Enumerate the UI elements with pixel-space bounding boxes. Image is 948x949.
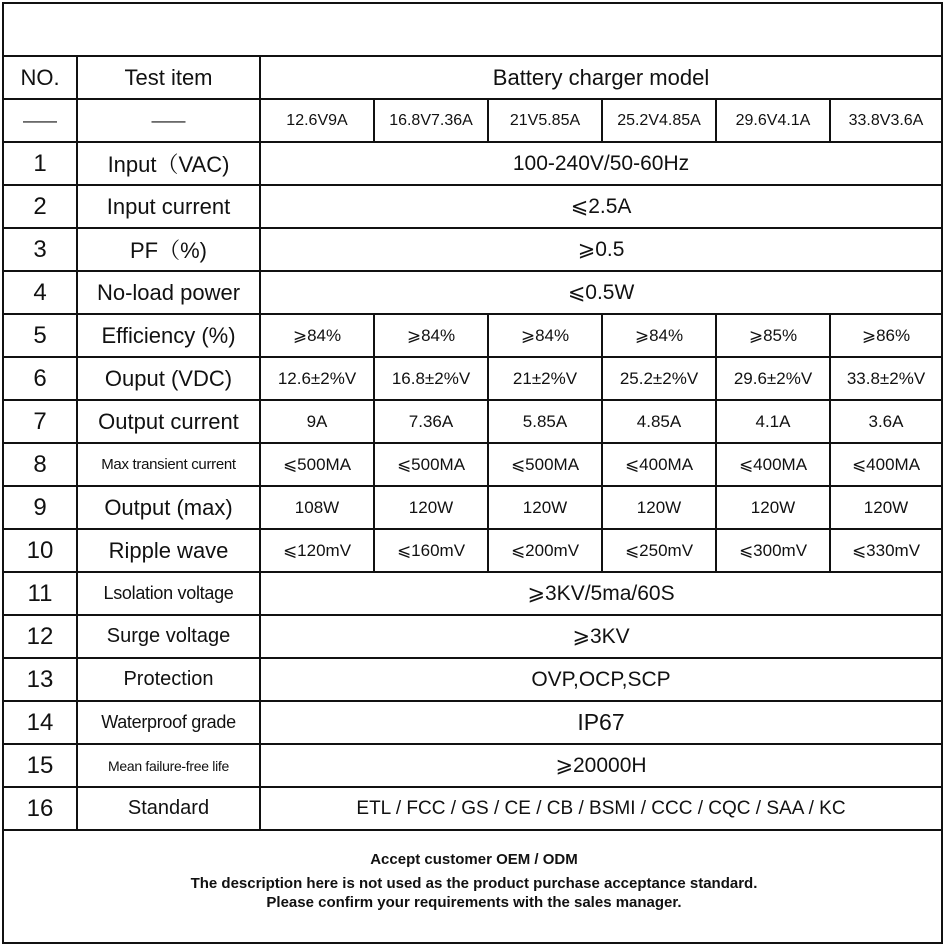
- row-no: 15: [4, 744, 77, 787]
- row-value: ⩾0.5: [260, 228, 941, 271]
- row-item: Efficiency (%): [77, 314, 260, 357]
- row-item: Max transient current: [77, 443, 260, 486]
- table-row: [4, 357, 941, 400]
- model-cell: 16.8V7.36A: [374, 99, 488, 142]
- row-value: OVP,OCP,SCP: [260, 658, 941, 701]
- row-cell: ⩽400MA: [830, 443, 941, 486]
- row-cell: ⩽400MA: [602, 443, 716, 486]
- model-row: [4, 99, 941, 142]
- model-cell: 25.2V4.85A: [602, 99, 716, 142]
- row-cell: ⩽500MA: [488, 443, 602, 486]
- row-cell: 25.2±2%V: [602, 357, 716, 400]
- row-value: 100-240V/50-60Hz: [260, 142, 941, 185]
- row-cell: 12.6±2%V: [260, 357, 374, 400]
- header-test-item: Test item: [77, 57, 260, 99]
- row-cell: ⩾85%: [716, 314, 830, 357]
- top-blank-band: [4, 4, 941, 57]
- row-no: 4: [4, 271, 77, 314]
- row-cell: ⩽500MA: [260, 443, 374, 486]
- model-cell: 29.6V4.1A: [716, 99, 830, 142]
- row-cell: ⩾84%: [374, 314, 488, 357]
- row-cell: ⩽330mV: [830, 529, 941, 572]
- row-no: 16: [4, 787, 77, 830]
- row-item: Protection: [77, 658, 260, 701]
- dash-item: ——: [77, 99, 260, 142]
- row-item: Standard: [77, 787, 260, 830]
- row-no: 12: [4, 615, 77, 658]
- row-cell: 120W: [602, 486, 716, 529]
- table-row: [4, 486, 941, 529]
- footer-oem-line: Accept customer OEM / ODM: [370, 851, 578, 868]
- row-item: Input current: [77, 185, 260, 228]
- row-value: ⩾3KV/5ma/60S: [260, 572, 941, 615]
- row-cell: 120W: [374, 486, 488, 529]
- row-no: 2: [4, 185, 77, 228]
- row-cell: ⩾84%: [488, 314, 602, 357]
- model-cell: 21V5.85A: [488, 99, 602, 142]
- header-model: Battery charger model: [260, 57, 941, 99]
- row-no: 13: [4, 658, 77, 701]
- table-row: [4, 744, 941, 787]
- row-cell: 29.6±2%V: [716, 357, 830, 400]
- row-value: ⩽2.5A: [260, 185, 941, 228]
- row-cell: ⩾84%: [602, 314, 716, 357]
- row-cell: 120W: [830, 486, 941, 529]
- row-cell: ⩽160mV: [374, 529, 488, 572]
- row-cell: 108W: [260, 486, 374, 529]
- row-no: 3: [4, 228, 77, 271]
- table-row: [4, 701, 941, 744]
- row-item: Input（VAC): [77, 142, 260, 185]
- row-cell: 33.8±2%V: [830, 357, 941, 400]
- row-item: Lsolation voltage: [77, 572, 260, 615]
- dash-no: ——: [4, 99, 77, 142]
- row-value: IP67: [260, 701, 941, 744]
- row-cell: ⩽120mV: [260, 529, 374, 572]
- row-item: Ripple wave: [77, 529, 260, 572]
- row-no: 10: [4, 529, 77, 572]
- row-cell: 120W: [488, 486, 602, 529]
- row-cell: 7.36A: [374, 400, 488, 443]
- row-cell: ⩾84%: [260, 314, 374, 357]
- row-cell: 120W: [716, 486, 830, 529]
- row-no: 7: [4, 400, 77, 443]
- row-cell: ⩽400MA: [716, 443, 830, 486]
- row-no: 6: [4, 357, 77, 400]
- row-value: ETL / FCC / GS / CE / CB / BSMI / CCC / CQC / SAA / KC: [260, 787, 941, 830]
- header-no: NO.: [4, 57, 77, 99]
- row-cell: ⩽250mV: [602, 529, 716, 572]
- row-cell: 21±2%V: [488, 357, 602, 400]
- row-cell: ⩽300mV: [716, 529, 830, 572]
- row-cell: ⩾86%: [830, 314, 941, 357]
- row-cell: 4.1A: [716, 400, 830, 443]
- row-cell: 9A: [260, 400, 374, 443]
- table-row: [4, 228, 941, 271]
- row-cell: 4.85A: [602, 400, 716, 443]
- row-no: 11: [4, 572, 77, 615]
- table-row: [4, 314, 941, 357]
- row-item: Ouput (VDC): [77, 357, 260, 400]
- row-cell: 16.8±2%V: [374, 357, 488, 400]
- model-cell: 12.6V9A: [260, 99, 374, 142]
- table-row: [4, 529, 941, 572]
- footer-note: [0, 822, 948, 912]
- row-item: Mean failure-free life: [77, 744, 260, 787]
- table-row: [4, 185, 941, 228]
- row-cell: ⩽500MA: [374, 443, 488, 486]
- row-no: 5: [4, 314, 77, 357]
- row-value: ⩽0.5W: [260, 271, 941, 314]
- row-item: Output current: [77, 400, 260, 443]
- row-no: 1: [4, 142, 77, 185]
- footer-confirm-line: Please confirm your requirements with the sales manager.: [266, 894, 682, 911]
- row-value: ⩾3KV: [260, 615, 941, 658]
- spec-sheet: [2, 2, 943, 944]
- table-row: [4, 658, 941, 701]
- table-row: [4, 400, 941, 443]
- table-row: [4, 271, 941, 314]
- row-cell: 5.85A: [488, 400, 602, 443]
- table-row: [4, 443, 941, 486]
- table-row: [4, 615, 941, 658]
- row-item: PF（%): [77, 228, 260, 271]
- header-row: [4, 57, 941, 99]
- row-no: 14: [4, 701, 77, 744]
- table-row: [4, 142, 941, 185]
- row-no: 9: [4, 486, 77, 529]
- row-no: 8: [4, 443, 77, 486]
- row-item: No-load power: [77, 271, 260, 314]
- footer-disclaimer-line: The description here is not used as the product purchase acceptance standard.: [190, 875, 758, 892]
- row-item: Surge voltage: [77, 615, 260, 658]
- row-cell: ⩽200mV: [488, 529, 602, 572]
- row-item: Output (max): [77, 486, 260, 529]
- row-cell: 3.6A: [830, 400, 941, 443]
- model-cell: 33.8V3.6A: [830, 99, 941, 142]
- row-item: Waterproof grade: [77, 701, 260, 744]
- table-row: [4, 572, 941, 615]
- spec-table: [4, 57, 941, 831]
- row-value: ⩾20000H: [260, 744, 941, 787]
